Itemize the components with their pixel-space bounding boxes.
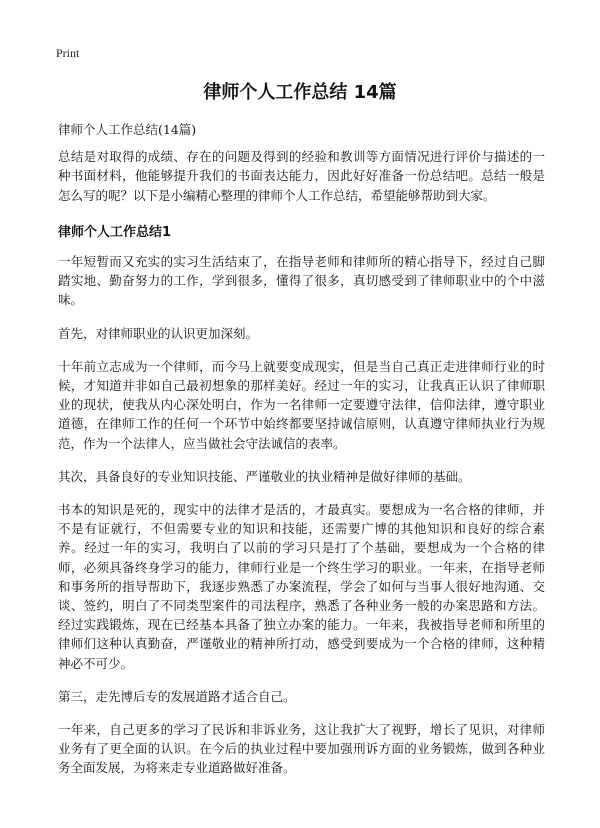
article-subtitle: 律师个人工作总结(14篇) (58, 122, 197, 137)
paragraph: 其次，具备良好的专业知识技能、严谨敬业的执业精神是做好律师的基础。 (58, 468, 471, 484)
article-body (58, 120, 545, 792)
paragraph: 一年短暂而又充实的实习生活结束了，在指导老师和律师所的精心指导下，经过自己脚踏实地、勤奋努力的工作，学到很多，懂得了很多，真切感受到了律师职业中的个中滋味。 (58, 254, 545, 308)
page-title: 律师个人工作总结 14篇 (203, 82, 397, 103)
section-heading: 律师个人工作总结1 (58, 224, 172, 240)
paragraph: 首先，对律师职业的认识更加深刻。 (58, 325, 259, 341)
paragraph: 一年来，自己更多的学习了民诉和非诉业务，这让我扩大了视野，增长了见识，对律师业务有了更全面的认识。在今后的执业过程中要加强刑诉方面的业务锻炼，做到各种业务全面发展，为将来走专业道路做好准备。 (58, 722, 545, 776)
print-link[interactable]: Print (56, 46, 80, 60)
paragraph: 书本的知识是死的，现实中的法律才是活的，才最真实。要想成为一名合格的律师，并不是有证就行，不但需要专业的知识和技能，还需要广博的其他知识和良好的综合素养。经过一年的实习，我明白了以前的学习只是打了个基础，要想成为一个合格的律师，必须具备终身学习的能力，律师行业是一个终生学习的职业。一年来，在指导老师和事务所的指导帮助下，我逐步熟悉了办案流程，学会了如何与当事人很好地沟通、交谈、签约，明白了不同类型案件的司法程序，熟悉了各种业务一般的办案思路和方法。经过实践锻炼，现在已经基本具备了独立办案的能力。一年来，我被指导老师和所里的律师们这种认真勤奋，严谨敬业的精神所打动，感受到要成为一个合格的律师，这种精神必不可少。 (58, 502, 545, 671)
paragraph: 第三，走先博后专的发展道路才适合自己。 (58, 688, 296, 704)
paragraph: 十年前立志成为一个律师，而今马上就要变成现实，但是当自己真正走进律师行业的时候，才知道并非如自己最初想象的那样美好。经过一年的实习，让我真正认识了律师职业的现状，使我从内心深处明白，作为一名律师一定要遵守法律，信仰法律，遵守职业道德，在律师工作的任何一个环节中始终都要坚持诚信原则，认真遵守律师执业行为规范，作为一个法律人，应当做社会守法诚信的表率。 (58, 358, 545, 451)
intro-paragraph: 总结是对取得的成绩、存在的问题及得到的经验和教训等方面情况进行评价与描述的一种书面材料，他能够提升我们的书面表达能力，因此好好准备一份总结吧。总结一般是怎么写的呢？以下是小编精心整理的律师个人工作总结，希望能够帮助到大家。 (58, 149, 545, 203)
